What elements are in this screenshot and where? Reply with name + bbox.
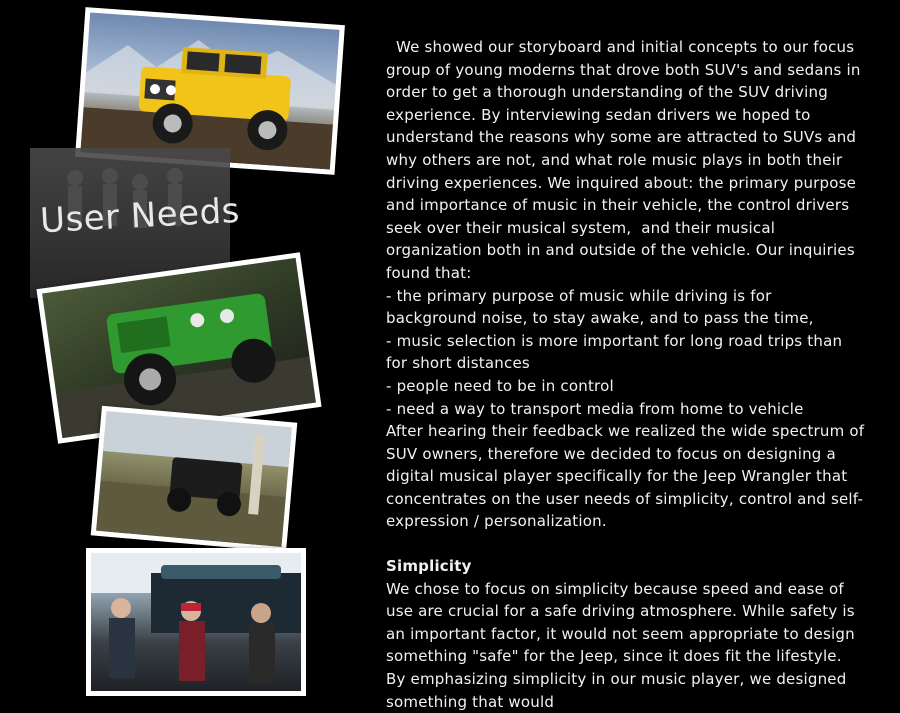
green-jeep-icon	[42, 258, 316, 438]
section-body: We chose to focus on simplicity because speed and ease of use are crucial for a safe driving atmosphere. While safety is an important factor, it would not seem appropriate to design something "safe" for the Jeep, since it does fit the lifestyle. By emphasizing simplicity in our music player, we designed something that would	[386, 579, 855, 711]
yellow-jeep-icon	[80, 12, 339, 169]
finding-item: - music selection is more important for long road trips than for short distances	[386, 331, 843, 373]
finding-item: - people need to be in control	[386, 376, 614, 395]
people-jeep-icon	[91, 553, 301, 691]
people-jeep-photo	[86, 548, 306, 696]
conclusion-paragraph: After hearing their feedback we realized the wide spectrum of SUV owners, therefore we decided to focus on designing a digital musical player specifically for the Jeep Wrangler that concentrates on the user needs of simplicity, control and self-expression / personalization.	[386, 422, 865, 531]
finding-item: - the primary purpose of music while driving is for background noise, to stay awake, and to pass the time,	[386, 286, 814, 328]
section-heading: Simplicity	[386, 557, 472, 576]
section-title: User Needs	[39, 190, 241, 242]
finding-item: - need a way to transport media from home to vehicle	[386, 399, 804, 418]
article-body	[386, 36, 866, 713]
intro-paragraph: We showed our storyboard and initial concepts to our focus group of young moderns that drove both SUV's and sedans in order to get a thorough understanding of the SUV driving experience. By interviewing sedan drivers we hoped to understand the reasons why some are attracted to SUVs and why others are not, and what role music plays in both their driving experiences. We inquired about: the primary purpose and importance of music in their vehicle, the control drivers seek over their musical system, and their musical organization both in and outside of the vehicle. Our inquiries found that:	[386, 38, 866, 282]
offroad-jeep-photo	[91, 406, 298, 553]
offroad-jeep-icon	[96, 411, 292, 547]
